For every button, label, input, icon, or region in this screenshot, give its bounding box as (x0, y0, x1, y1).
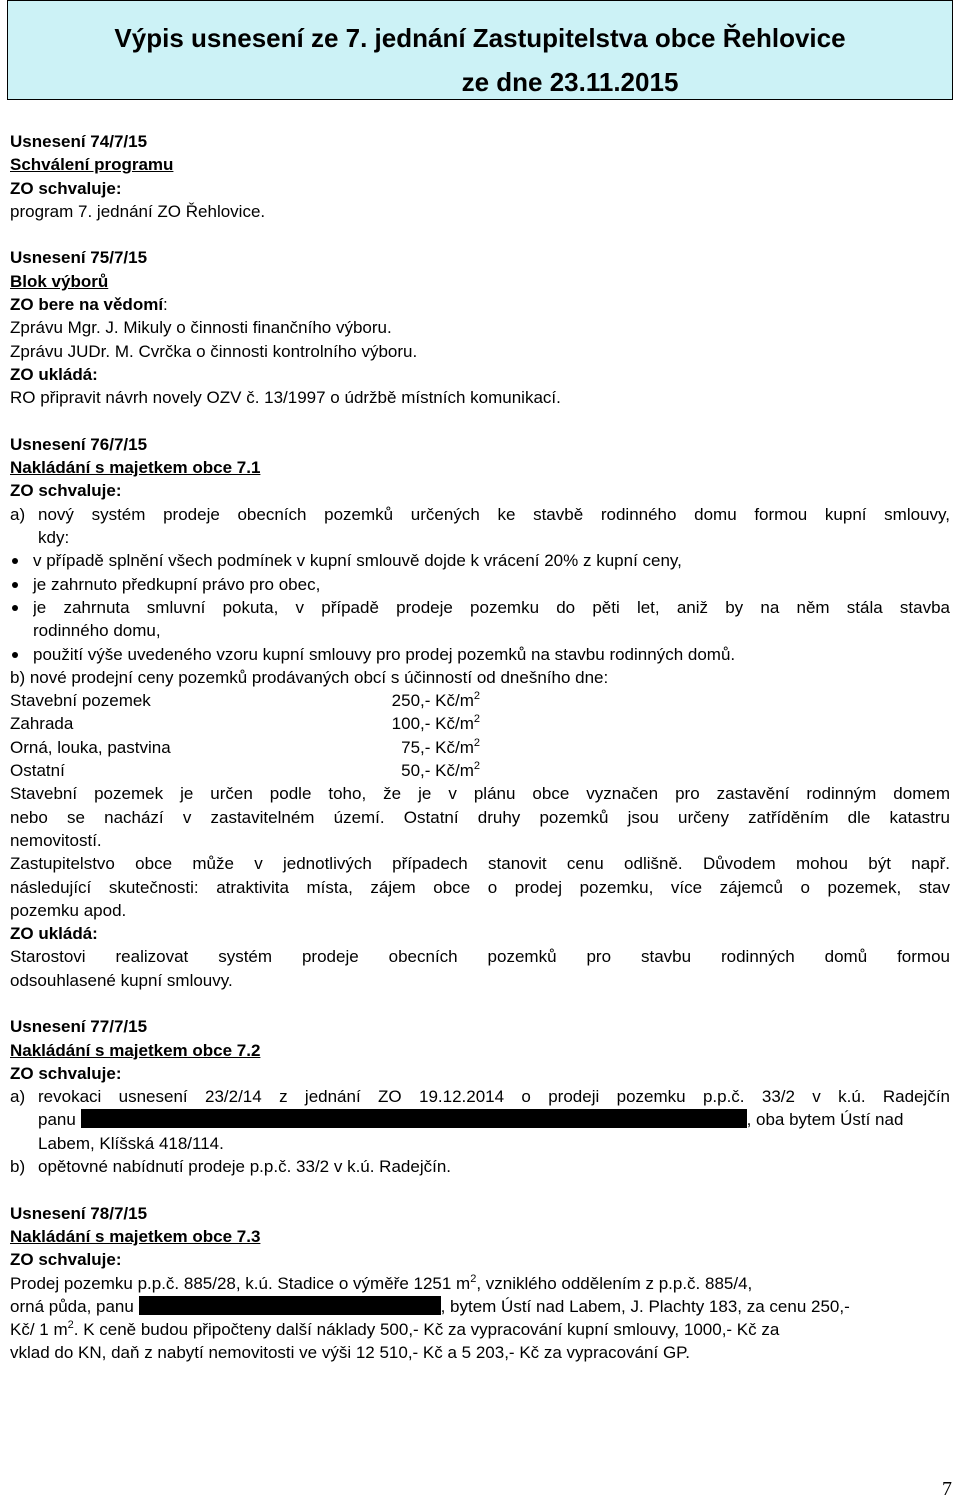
line-3-sup: 2 (67, 1319, 74, 1332)
price-sup: 2 (473, 760, 480, 773)
line-3-post: . K ceně budou připočteny další náklady 500,- Kč za vypracování kupní smlouvy, 1000,- Kč za (73, 1320, 780, 1340)
resolution-75-note-1: Zprávu Mgr. J. Mikuly o činnosti finančního výboru. (10, 318, 392, 338)
resolution-76-tasks: ZO ukládá: (10, 924, 98, 944)
paragraph-line: nebo se nachází v zastavitelném území. Ostatní druhy pozemků jsou určeny zatříděním dle katastru (10, 807, 950, 827)
resolution-78-number: Usnesení 78/7/15 (10, 1203, 148, 1223)
price-value: 250,- $Kč/m^2$ (391, 690, 480, 711)
price-sup: 2 (473, 736, 480, 749)
resolution-75-task-text: RO připravit návrh novely OZV č. 13/1997 o údržbě místních komunikací. (10, 388, 561, 408)
price-sup: 2 (473, 690, 480, 703)
item-a-text-1: nový systém prodeje obecních pozemků určených ke stavbě rodinného domu formou kupní smlouvy, (38, 504, 950, 524)
resolution-78-line-1 (10, 1272, 950, 1295)
resolution-75-number: Usnesení 75/7/15 (10, 248, 148, 268)
resolution-77-number: Usnesení 77/7/15 (10, 1017, 148, 1037)
document-body (10, 130, 950, 1365)
resolution-75-notes-label: ZO bere na vědomí (10, 295, 164, 315)
resolution-75-subject: Blok výborů (10, 271, 109, 291)
price-sup: 2 (473, 713, 480, 726)
item-a-line-2-post: , oba bytem Ústí nad (746, 1110, 904, 1130)
resolution-76-subject: Nakládání s majetkem obce 7.1 (10, 458, 261, 478)
task-line: Starostovi realizovat systém prodeje obecních pozemků pro stavbu rodinných domů formou (10, 947, 950, 967)
paragraph-line: Zastupitelstvo obce může v jednotlivých případech stanovit cenu odlišně. Důvodem mohou být např. (10, 854, 950, 874)
line-2-post: , bytem Ústí nad Labem, J. Plachty 183, za cenu 250,- (440, 1296, 850, 1316)
item-b-text: opětovné nabídnutí prodeje p.p.č. 33/2 v k.ú. Radejčín. (38, 1157, 452, 1177)
price-value: 75,- $Kč/m^2$ (401, 736, 480, 757)
resolution-78-line-4: vklad do KN, daň z nabytí nemovitosti ve výši 12 510,- Kč a 5 203,- Kč za vypracování GP. (10, 1343, 691, 1363)
price-value: 100,- $Kč/m^2$ (391, 713, 480, 734)
item-a-label: a) (10, 1087, 26, 1107)
resolution-78-line-3 (10, 1318, 950, 1341)
price-name: Orná, louka, pastvina (10, 737, 171, 757)
item-a-line-1: revokaci usnesení 23/2/14 z jednání ZO 19.12.2014 o prodeji pozemku p.p.č. 33/2 v k.ú. Radejčín (38, 1087, 950, 1107)
price-row (10, 736, 950, 759)
item-a-line-2-pre: panu (38, 1110, 76, 1130)
resolution-77-item-b (10, 1155, 950, 1178)
line-3-pre: Kč/ 1 m (10, 1320, 68, 1340)
line-1-pre: Prodej pozemku p.p.č. 885/28, k.ú. Stadice o výměře 1251 m (10, 1273, 471, 1293)
document-title: Výpis usnesení ze 7. jednání Zastupitelstva obce Řehlovice (114, 23, 846, 53)
price-name: Stavební pozemek (10, 691, 151, 711)
paragraph-line: nemovitostí. (10, 830, 102, 850)
redacted-name (81, 1109, 747, 1128)
price-row (10, 712, 950, 735)
document-header (7, 0, 953, 100)
document-date: ze dne 23.11.2015 (461, 67, 679, 97)
resolution-76-item-b: b) nové prodejní ceny pozemků prodávaných obcí s účinností od dnešního dne: (10, 667, 609, 687)
resolution-78-subject: Nakládání s majetkem obce 7.3 (10, 1226, 261, 1246)
resolution-78-approves: ZO schvaluje: (10, 1250, 122, 1270)
item-a-line-3: Labem, Klíšská 418/114. (38, 1133, 224, 1153)
bullet-item: je zahrnuta smluvní pokuta, v případě prodeje pozemku do pěti let, aniž by na něm stála stavba (33, 597, 950, 617)
resolution-74-subject: Schválení programu (10, 155, 174, 175)
resolution-76-item-a (10, 503, 950, 526)
line-2-pre: orná půda, panu (10, 1296, 134, 1316)
resolution-77-item-a (10, 1085, 950, 1108)
resolution-74-text: program 7. jednání ZO Řehlovice. (10, 201, 266, 221)
paragraph-line: pozemku apod. (10, 900, 127, 920)
resolution-76-number: Usnesení 76/7/15 (10, 434, 148, 454)
redacted-name (139, 1296, 441, 1315)
price-value: 50,- $Kč/m^2$ (401, 760, 480, 781)
bullet-item: použití výše uvedeného vzoru kupní smlouvy pro prodej pozemků na stavbu rodinných domů. (10, 643, 950, 666)
resolution-74-number: Usnesení 74/7/15 (10, 132, 148, 151)
price-name: Ostatní (10, 761, 65, 781)
price-row (10, 759, 950, 782)
resolution-75-note-2: Zprávu JUDr. M. Cvrčka o činnosti kontrolního výboru. (10, 341, 418, 361)
paragraph-line: následující skutečnosti: atraktivita místa, zájem obce o prodej pozemku, více zájemců o pozemek, stav (10, 877, 950, 897)
resolution-74-approves: ZO schvaluje: (10, 178, 122, 198)
bullet-item: v případě splnění všech podmínek v kupní smlouvě dojde k vrácení 20% z kupní ceny, (10, 549, 950, 572)
item-b-label: b) (10, 1157, 26, 1177)
resolution-76-approves: ZO schvaluje: (10, 481, 122, 501)
resolution-75-notes-colon: : (163, 295, 168, 315)
item-a-label: a) (10, 504, 26, 524)
paragraph-line: Stavební pozemek je určen podle toho, že je v plánu obce vyznačen pro zastavění rodinným domem (10, 784, 950, 804)
price-name: Zahrada (10, 714, 74, 734)
resolution-75-tasks: ZO ukládá: (10, 364, 98, 384)
resolution-78-line-2 (10, 1295, 950, 1318)
task-line: odsouhlasené kupní smlouvy. (10, 970, 233, 990)
item-a-text-2: kdy: (38, 528, 70, 548)
bullet-item-continuation: rodinného domu, (33, 621, 161, 641)
resolution-77-approves: ZO schvaluje: (10, 1063, 122, 1083)
price-row (10, 689, 950, 712)
line-1-post: , vzniklého oddělením z p.p.č. 885/4, (476, 1273, 753, 1293)
resolution-77-subject: Nakládání s majetkem obce 7.2 (10, 1040, 261, 1060)
bullet-item: je zahrnuto předkupní právo pro obec, (10, 573, 950, 596)
line-1-sup: 2 (470, 1272, 477, 1285)
page-number: 7 (942, 1478, 952, 1500)
